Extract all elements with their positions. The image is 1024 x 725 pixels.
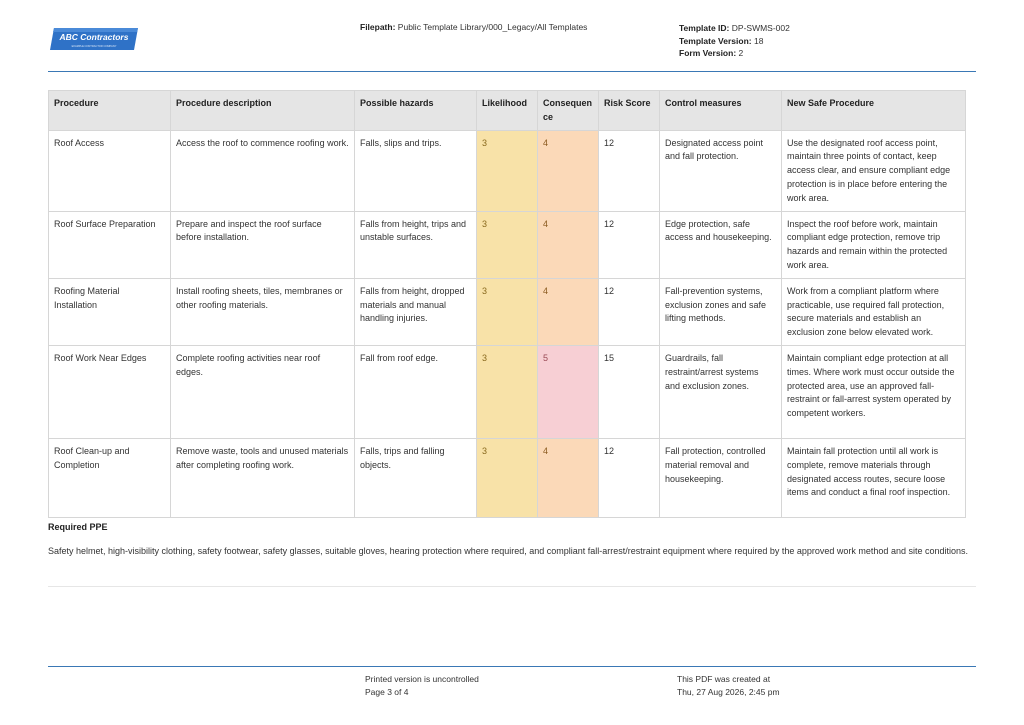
column-header-controls: Control measures xyxy=(660,91,782,131)
template-id-value: DP-SWMS-002 xyxy=(731,23,790,33)
table-row xyxy=(49,345,966,438)
new-procedure-cell: Inspect the roof before work, maintain compliant edge protection, remove trip hazards and remain within the protected work area. xyxy=(782,211,966,278)
new-procedure-cell: Use the designated roof access point, maintain three points of contact, keep access clear, and ensure compliant edge protection is in place before entering the work area. xyxy=(782,130,966,211)
company-logo xyxy=(48,26,140,52)
hazards-cell: Fall from roof edge. xyxy=(355,345,477,438)
risk-score-cell: 12 xyxy=(599,278,660,345)
template-id-label: Template ID: xyxy=(679,23,730,33)
company-logo-icon xyxy=(48,26,140,52)
filepath-label: Filepath: xyxy=(360,22,396,32)
likelihood-cell: 3 xyxy=(477,130,538,211)
description-cell: Access the roof to commence roofing work. xyxy=(171,130,355,211)
column-header-likelihood: Likelihood xyxy=(477,91,538,131)
likelihood-cell: 3 xyxy=(477,345,538,438)
ppe-description: Safety helmet, high-visibility clothing, safety footwear, safety glasses, suitable gloves, hearing protection where required, and compliant fall-arrest/restraint equipment where required by the approved work method and site conditions. xyxy=(48,546,968,556)
controls-cell: Fall-prevention systems, exclusion zones and safe lifting methods. xyxy=(660,278,782,345)
likelihood-cell: 3 xyxy=(477,278,538,345)
controls-cell: Edge protection, safe access and housekeeping. xyxy=(660,211,782,278)
consequence-cell: 4 xyxy=(538,278,599,345)
table-row xyxy=(49,438,966,517)
column-header-hazards: Possible hazards xyxy=(355,91,477,131)
footer-divider xyxy=(48,666,976,667)
logo-subtext: EXAMPLE CONTRACTOR COMPANY xyxy=(71,45,117,48)
column-header-description: Procedure description xyxy=(171,91,355,131)
controls-cell: Guardrails, fall restraint/arrest systems and exclusion zones. xyxy=(660,345,782,438)
page-header xyxy=(48,20,976,72)
table-header-row xyxy=(49,91,966,131)
template-id xyxy=(679,22,790,35)
ppe-heading: Required PPE xyxy=(48,522,108,532)
procedure-cell: Roof Work Near Edges xyxy=(49,345,171,438)
controls-cell: Designated access point and fall protection. xyxy=(660,130,782,211)
template-version-label: Template Version: xyxy=(679,35,752,46)
hazards-cell: Falls, slips and trips. xyxy=(355,130,477,211)
controls-cell: Fall protection, controlled material removal and housekeeping. xyxy=(660,438,782,517)
swms-table xyxy=(48,90,966,518)
risk-score-cell: 15 xyxy=(599,345,660,438)
logo-text: ABC Contractors xyxy=(59,32,129,42)
header-divider xyxy=(48,71,976,72)
risk-score-cell: 12 xyxy=(599,438,660,517)
ppe-divider xyxy=(48,586,976,587)
procedure-cell: Roof Surface Preparation xyxy=(49,211,171,278)
form-version xyxy=(679,47,790,60)
likelihood-cell: 3 xyxy=(477,211,538,278)
form-version-label: Form Version: xyxy=(679,48,737,58)
page-number: Page 3 of 4 xyxy=(365,687,409,697)
consequence-cell: 5 xyxy=(538,345,599,438)
hazards-cell: Falls from height, dropped materials and manual handling injuries. xyxy=(355,278,477,345)
new-procedure-cell: Maintain fall protection until all work is complete, remove materials through designated access routes, secure loose items and conduct a final roof inspection. xyxy=(782,438,966,517)
column-header-consequence: Consequen ce xyxy=(538,91,599,131)
consequence-cell: 4 xyxy=(538,211,599,278)
uncontrolled-notice: Printed version is uncontrolled xyxy=(365,674,479,684)
footer-right xyxy=(677,673,780,699)
template-version xyxy=(679,35,790,48)
created-timestamp: Thu, 27 Aug 2026, 2:45 pm xyxy=(677,687,780,697)
column-header-risk-score: Risk Score xyxy=(599,91,660,131)
hazards-cell: Falls from height, trips and unstable surfaces. xyxy=(355,211,477,278)
table-row xyxy=(49,211,966,278)
procedure-cell: Roofing Material Installation xyxy=(49,278,171,345)
table-row xyxy=(49,130,966,211)
filepath xyxy=(360,22,587,32)
procedure-cell: Roof Clean-up and Completion xyxy=(49,438,171,517)
template-version-value: 18 xyxy=(753,35,764,46)
footer-left xyxy=(365,673,479,699)
column-header-procedure: Procedure xyxy=(49,91,171,131)
description-cell: Remove waste, tools and unused materials after completing roofing work. xyxy=(171,438,355,517)
description-cell: Prepare and inspect the roof surface before installation. xyxy=(171,211,355,278)
description-cell: Complete roofing activities near roof edges. xyxy=(171,345,355,438)
new-procedure-cell: Work from a compliant platform where practicable, use required fall protection, secure materials and establish an exclusion zone below elevated work. xyxy=(782,278,966,345)
table-row xyxy=(49,278,966,345)
description-cell: Install roofing sheets, tiles, membranes or other roofing materials. xyxy=(171,278,355,345)
consequence-cell: 4 xyxy=(538,130,599,211)
hazards-cell: Falls, trips and falling objects. xyxy=(355,438,477,517)
column-header-new-procedure: New Safe Procedure xyxy=(782,91,966,131)
procedure-cell: Roof Access xyxy=(49,130,171,211)
likelihood-cell: 3 xyxy=(477,438,538,517)
consequence-cell: 4 xyxy=(538,438,599,517)
created-label: This PDF was created at xyxy=(677,674,771,684)
risk-score-cell: 12 xyxy=(599,211,660,278)
risk-score-cell: 12 xyxy=(599,130,660,211)
form-version-value: 2 xyxy=(738,48,744,58)
template-meta xyxy=(679,22,790,60)
new-procedure-cell: Maintain compliant edge protection at all times. Where work must occur outside the protected area, use an approved fall-restraint or fall-arrest system operated by competent workers. xyxy=(782,345,966,438)
filepath-value: Public Template Library/000_Legacy/All Templates xyxy=(397,22,588,32)
